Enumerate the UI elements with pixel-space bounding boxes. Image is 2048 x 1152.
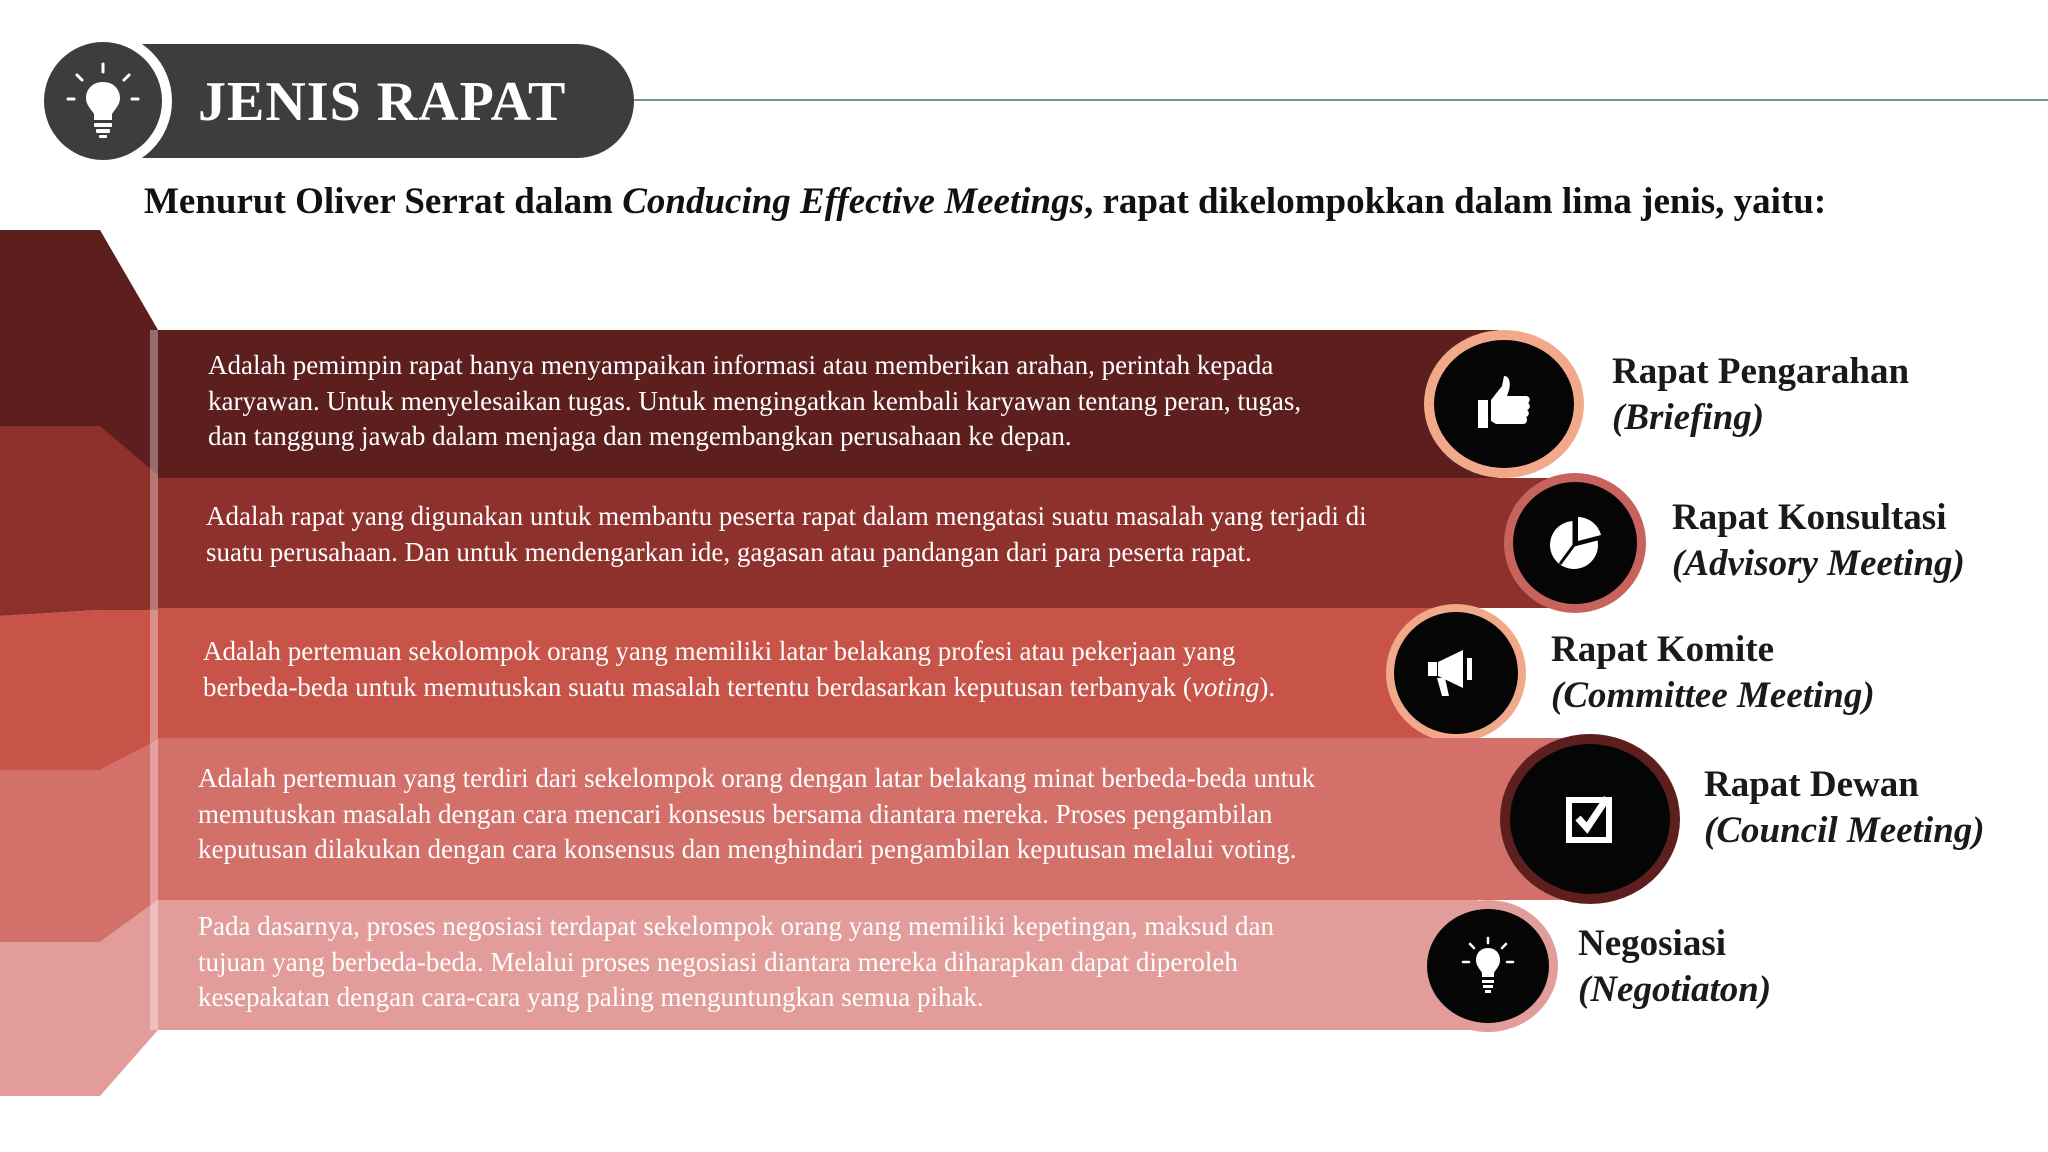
type-description: Adalah rapat yang digunakan untuk membantu peserta rapat dalam mengatasi suatu masalah yang terjadi di suatu perusahaan. Dan untuk mendengarkan ide, gagasan atau pandangan dari para peserta rapat. [206, 501, 1367, 567]
thumbs-up-icon [1474, 374, 1534, 434]
pie-chart-icon [1544, 512, 1606, 574]
checkbox-icon [1565, 794, 1615, 844]
header-divider [634, 99, 2048, 101]
lightbulb-icon [44, 42, 162, 160]
type-label-advisory: Rapat Konsultasi (Advisory Meeting) [1672, 497, 1965, 584]
lightbulb-icon [1457, 935, 1519, 997]
title-badge [44, 42, 162, 160]
type-description: Adalah pemimpin rapat hanya menyampaikan informasi atau memberikan arahan, perintah kepada karyawan. Untuk menyelesaikan tugas. Untuk mengingatkan kembali karyawan tentang peran, tugas, dan tanggung jawab dalam menjaga dan mengembangkan perusahaan ke depan. [208, 350, 1302, 451]
type-icon-disc [1418, 900, 1558, 1032]
type-label-council: Rapat Dewan (Council Meeting) [1704, 764, 1985, 851]
type-icon-disc [1424, 330, 1584, 478]
type-description: Adalah pertemuan yang terdiri dari sekelompok orang dengan latar belakang minat berbeda-beda untuk memutuskan masalah dengan cara mencari konsesus bersama diantara mereka. Proses pengambilan keputusan dilakukan dengan cara konsensus dan menghindari pengambilan keputusan melalui voting. [198, 763, 1316, 864]
page-title: JENIS RAPAT [198, 71, 567, 133]
type-label-committee: Rapat Komite (Committee Meeting) [1551, 629, 1875, 716]
left-decoration [0, 230, 170, 1100]
type-icon-disc [1386, 604, 1526, 742]
type-icon-disc [1500, 734, 1680, 904]
type-description: Adalah pertemuan sekolompok orang yang memiliki latar belakang profesi atau pekerjaan yang berbeda-beda untuk memutuskan suatu masalah tertentu berdasarkan keputusan terbanyak (voting). [203, 636, 1276, 702]
type-description: Pada dasarnya, proses negosiasi terdapat sekelompok orang yang memiliki kepetingan, maksud dan tujuan yang berbeda-beda. Melalui proses negosiasi diantara mereka diharapkan dapat diperoleh kesepakatan dengan cara-cara yang paling menguntungkan semua pihak. [198, 911, 1274, 1012]
type-icon-disc [1504, 473, 1646, 613]
intro-text: Menurut Oliver Serrat dalam Conducing Effective Meetings, rapat dikelompokkan dalam lima jenis, yaitu: [144, 181, 1827, 222]
megaphone-icon [1425, 642, 1487, 704]
type-label-negotiation: Negosiasi (Negotiaton) [1578, 923, 1772, 1010]
book-title: Conducing Effective Meetings [622, 181, 1084, 222]
type-label-briefing: Rapat Pengarahan (Briefing) [1612, 351, 1910, 438]
